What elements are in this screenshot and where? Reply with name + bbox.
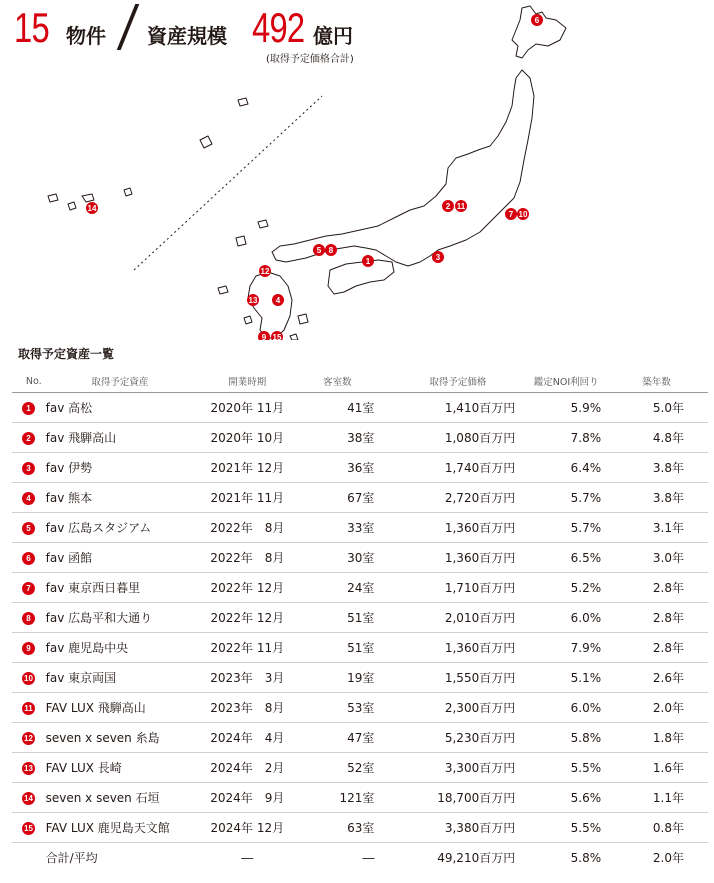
svg-text:6: 6: [534, 16, 540, 25]
asset-name: fav 東京西日暮里: [46, 573, 195, 603]
table-row: [12, 453, 708, 483]
noi-yield: 6.5%: [531, 543, 629, 573]
room-count: 36室: [300, 453, 400, 483]
map-marker-14: [86, 202, 98, 214]
building-age: 3.1年: [629, 513, 708, 543]
svg-text:9: 9: [261, 333, 267, 340]
noi-yield: 5.7%: [531, 513, 629, 543]
table-row: [12, 513, 708, 543]
building-age: 0.8年: [629, 813, 708, 843]
building-age: 2.0年: [629, 693, 708, 723]
total-open: ―: [241, 850, 254, 865]
total-age: 2.0年: [652, 851, 684, 865]
table-row: [12, 393, 708, 423]
acquisition-price: 3,300百万円: [400, 753, 531, 783]
building-age: 2.8年: [629, 573, 708, 603]
building-age: 1.8年: [629, 723, 708, 753]
map-marker-2: [442, 200, 454, 212]
open-date: 2022年 8月: [194, 513, 300, 543]
asset-name: FAV LUX 長崎: [46, 753, 195, 783]
table-header-row: [12, 370, 708, 393]
room-count: 63室: [300, 813, 400, 843]
asset-name: fav 高松: [46, 393, 195, 423]
open-date: 2024年 4月: [194, 723, 300, 753]
total-rooms: ―: [362, 850, 375, 865]
noi-yield: 7.8%: [531, 423, 629, 453]
row-number-badge: 7: [22, 582, 35, 595]
row-number: [12, 423, 46, 453]
acquisition-price: 1,360百万円: [400, 543, 531, 573]
open-date: 2022年 11月: [194, 633, 300, 663]
row-number-badge: 12: [22, 732, 35, 745]
hokkaido-outline: [512, 6, 566, 58]
open-date: 2020年 11月: [194, 393, 300, 423]
asset-list-title: 取得予定資産一覧: [18, 347, 115, 361]
asset-name: fav 広島平和大通り: [46, 603, 195, 633]
acquisition-price: 1,710百万円: [400, 573, 531, 603]
svg-text:15: 15: [272, 333, 282, 340]
header-rooms: 客室数: [300, 370, 400, 393]
row-number: [12, 753, 46, 783]
row-number: [12, 393, 46, 423]
map-marker-3: [432, 251, 444, 263]
row-number: [12, 633, 46, 663]
row-number-badge: 5: [22, 522, 35, 535]
svg-text:12: 12: [260, 267, 270, 276]
total-row: [12, 843, 708, 873]
header-price: 取得予定価格: [400, 370, 531, 393]
row-number-badge: 8: [22, 612, 35, 625]
headline-note: (取得予定価格合計): [266, 54, 354, 65]
building-age: 3.8年: [629, 453, 708, 483]
open-date: 2024年 2月: [194, 753, 300, 783]
building-age: 2.8年: [629, 603, 708, 633]
noi-yield: 5.9%: [531, 393, 629, 423]
asset-name: seven x seven 糸島: [46, 723, 195, 753]
honshu-outline: [272, 70, 534, 266]
noi-yield: 5.2%: [531, 573, 629, 603]
building-age: 4.8年: [629, 423, 708, 453]
table-row: [12, 603, 708, 633]
asset-name: fav 函館: [46, 543, 195, 573]
table-row: [12, 423, 708, 453]
row-number: [12, 813, 46, 843]
svg-text:10: 10: [518, 210, 528, 219]
header-name: 取得予定資産: [46, 370, 195, 393]
noi-yield: 5.7%: [531, 483, 629, 513]
noi-yield: 6.0%: [531, 603, 629, 633]
property-count: 15: [14, 4, 49, 51]
room-count: 52室: [300, 753, 400, 783]
map-marker-11: [455, 200, 467, 212]
total-label: 合計/平均: [45, 851, 98, 865]
header-noi: 鑑定NOI利回り: [531, 370, 629, 393]
row-number-badge: 14: [22, 792, 35, 805]
svg-text:11: 11: [456, 202, 466, 211]
map-marker-15: [271, 331, 283, 340]
row-number: [12, 513, 46, 543]
open-date: 2021年 11月: [194, 483, 300, 513]
asset-name: fav 広島スタジアム: [46, 513, 195, 543]
row-number-badge: 10: [22, 672, 35, 685]
building-age: 2.8年: [629, 633, 708, 663]
asset-table: [12, 370, 708, 872]
svg-text:1: 1: [365, 257, 371, 266]
open-date: 2021年 12月: [194, 453, 300, 483]
asset-name: FAV LUX 飛騨高山: [46, 693, 195, 723]
room-count: 47室: [300, 723, 400, 753]
open-date: 2024年 12月: [194, 813, 300, 843]
open-date: 2023年 8月: [194, 693, 300, 723]
svg-text:7: 7: [508, 210, 514, 219]
japan-map: [0, 0, 714, 340]
table-row: [12, 543, 708, 573]
property-count-unit: 物件: [66, 24, 106, 48]
acquisition-price: 3,380百万円: [400, 813, 531, 843]
building-age: 1.6年: [629, 753, 708, 783]
noi-yield: 7.9%: [531, 633, 629, 663]
map-marker-8: [325, 244, 337, 256]
map-marker-12: [259, 265, 271, 277]
svg-text:3: 3: [435, 253, 441, 262]
row-number-badge: 13: [22, 762, 35, 775]
asset-name: fav 鹿児島中央: [46, 633, 195, 663]
row-number-badge: 15: [22, 822, 35, 835]
room-count: 33室: [300, 513, 400, 543]
map-marker-13: [247, 294, 259, 306]
header-age: 築年数: [629, 370, 708, 393]
row-number-badge: 3: [22, 462, 35, 475]
row-number: [12, 663, 46, 693]
building-age: 5.0年: [629, 393, 708, 423]
shikoku-outline: [328, 260, 394, 294]
asset-name: fav 熊本: [46, 483, 195, 513]
open-date: 2023年 3月: [194, 663, 300, 693]
svg-text:13: 13: [248, 296, 258, 305]
svg-text:4: 4: [275, 296, 281, 305]
row-number: [12, 603, 46, 633]
building-age: 3.0年: [629, 543, 708, 573]
room-count: 38室: [300, 423, 400, 453]
room-count: 41室: [300, 393, 400, 423]
table-row: [12, 753, 708, 783]
room-count: 51室: [300, 633, 400, 663]
header-open: 開業時期: [194, 370, 300, 393]
table-row: [12, 483, 708, 513]
noi-yield: 5.1%: [531, 663, 629, 693]
acquisition-price: 1,550百万円: [400, 663, 531, 693]
total-no: [12, 843, 46, 873]
total-price: 49,210百万円: [437, 851, 516, 865]
asset-name: fav 飛騨高山: [46, 423, 195, 453]
row-number-badge: 1: [22, 402, 35, 415]
svg-text:2: 2: [445, 202, 451, 211]
building-age: 3.8年: [629, 483, 708, 513]
noi-yield: 6.4%: [531, 453, 629, 483]
acquisition-price: 2,010百万円: [400, 603, 531, 633]
table-row: [12, 693, 708, 723]
asset-name: fav 東京両国: [46, 663, 195, 693]
acquisition-price: 1,360百万円: [400, 633, 531, 663]
open-date: 2020年 10月: [194, 423, 300, 453]
asset-name: FAV LUX 鹿児島天文館: [46, 813, 195, 843]
table-row: [12, 783, 708, 813]
total-noi: 5.8%: [570, 850, 602, 865]
row-number: [12, 783, 46, 813]
acquisition-price: 1,410百万円: [400, 393, 531, 423]
row-number: [12, 573, 46, 603]
acquisition-price: 2,720百万円: [400, 483, 531, 513]
row-number-badge: 9: [22, 642, 35, 655]
asset-scale-amount: 492: [252, 4, 305, 51]
asset-name: fav 伊勢: [46, 453, 195, 483]
room-count: 67室: [300, 483, 400, 513]
noi-yield: 5.5%: [531, 813, 629, 843]
row-number-badge: 6: [22, 552, 35, 565]
map-marker-5: [313, 244, 325, 256]
acquisition-price: 18,700百万円: [400, 783, 531, 813]
acquisition-price: 2,300百万円: [400, 693, 531, 723]
room-count: 53室: [300, 693, 400, 723]
room-count: 51室: [300, 603, 400, 633]
noi-yield: 5.5%: [531, 753, 629, 783]
room-count: 24室: [300, 573, 400, 603]
row-number: [12, 693, 46, 723]
table-row: [12, 723, 708, 753]
row-number-badge: 2: [22, 432, 35, 445]
open-date: 2022年 8月: [194, 543, 300, 573]
row-number: [12, 453, 46, 483]
open-date: 2022年 12月: [194, 573, 300, 603]
asset-scale-unit: 億円: [313, 24, 353, 48]
room-count: 121室: [300, 783, 400, 813]
map-marker-1: [362, 255, 374, 267]
map-marker-7: [505, 208, 517, 220]
svg-text:8: 8: [328, 246, 334, 255]
noi-yield: 5.8%: [531, 723, 629, 753]
map-marker-10: [517, 208, 529, 220]
table-row: [12, 813, 708, 843]
table-row: [12, 663, 708, 693]
map-marker-6: [531, 14, 543, 26]
acquisition-price: 1,360百万円: [400, 513, 531, 543]
header-no: No.: [12, 370, 46, 393]
map-marker-4: [272, 294, 284, 306]
room-count: 30室: [300, 543, 400, 573]
svg-text:5: 5: [316, 246, 322, 255]
noi-yield: 6.0%: [531, 693, 629, 723]
open-date: 2024年 9月: [194, 783, 300, 813]
room-count: 19室: [300, 663, 400, 693]
asset-scale-label: 資産規模: [147, 24, 227, 48]
noi-yield: 5.6%: [531, 783, 629, 813]
acquisition-price: 1,740百万円: [400, 453, 531, 483]
row-number: [12, 543, 46, 573]
row-number-badge: 11: [22, 702, 35, 715]
svg-text:14: 14: [87, 204, 97, 213]
building-age: 2.6年: [629, 663, 708, 693]
asset-name: seven x seven 石垣: [46, 783, 195, 813]
row-number: [12, 723, 46, 753]
acquisition-price: 1,080百万円: [400, 423, 531, 453]
table-row: [12, 573, 708, 603]
acquisition-price: 5,230百万円: [400, 723, 531, 753]
row-number-badge: 4: [22, 492, 35, 505]
open-date: 2022年 12月: [194, 603, 300, 633]
table-row: [12, 633, 708, 663]
building-age: 1.1年: [629, 783, 708, 813]
row-number: [12, 483, 46, 513]
